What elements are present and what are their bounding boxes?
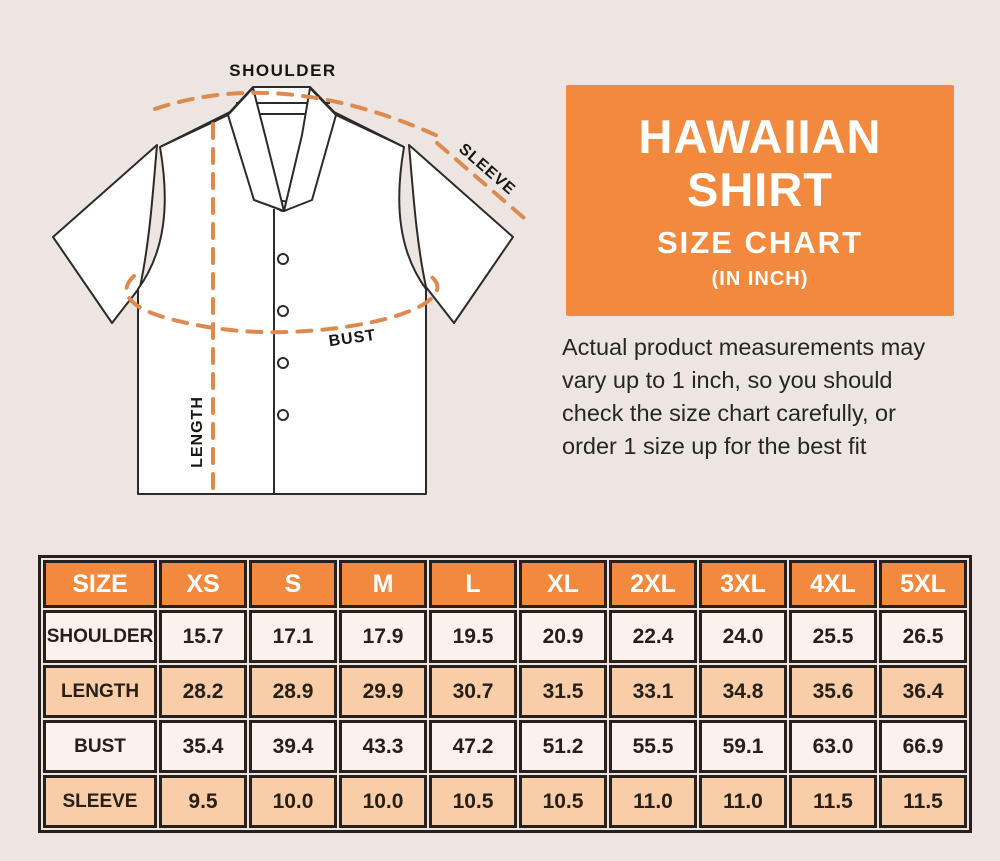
cell: 20.9: [519, 610, 607, 663]
cell: 51.2: [519, 720, 607, 773]
cell: 15.7: [159, 610, 247, 663]
cell: 59.1: [699, 720, 787, 773]
description-text: Actual product measurements may vary up to 1 inch, so you should check the size chart carefully, or order 1 size up for the best fit: [562, 334, 926, 459]
cell: 9.5: [159, 775, 247, 828]
cell: 31.5: [519, 665, 607, 718]
cell: 33.1: [609, 665, 697, 718]
cell: 11.0: [699, 775, 787, 828]
size-table: [38, 555, 972, 833]
cell: 28.2: [159, 665, 247, 718]
table-row-sleeve: [43, 775, 967, 828]
table-row-shoulder: [43, 610, 967, 663]
header-size: SIZE: [43, 560, 157, 608]
cell: 34.8: [699, 665, 787, 718]
row-label: SLEEVE: [43, 775, 157, 828]
header-3xl: 3XL: [699, 560, 787, 608]
unit-note: (IN INCH): [711, 268, 809, 290]
length-label: LENGTH: [189, 396, 206, 468]
cell: 25.5: [789, 610, 877, 663]
cell: 24.0: [699, 610, 787, 663]
cell: 30.7: [429, 665, 517, 718]
header-l: L: [429, 560, 517, 608]
cell: 28.9: [249, 665, 337, 718]
header-5xl: 5XL: [879, 560, 967, 608]
row-label: SHOULDER: [43, 610, 157, 663]
sleeve-label: SLEEVE: [455, 140, 519, 199]
shirt-body: [138, 112, 426, 494]
cell: 55.5: [609, 720, 697, 773]
cell: 39.4: [249, 720, 337, 773]
header-xl: XL: [519, 560, 607, 608]
cell: 10.0: [339, 775, 427, 828]
cell: 11.5: [879, 775, 967, 828]
cell: 35.6: [789, 665, 877, 718]
cell: 17.1: [249, 610, 337, 663]
cell: 17.9: [339, 610, 427, 663]
cell: 10.5: [429, 775, 517, 828]
cell: 35.4: [159, 720, 247, 773]
title-line2: SHIRT: [687, 163, 833, 216]
header-4xl: 4XL: [789, 560, 877, 608]
shoulder-label: SHOULDER: [229, 61, 337, 80]
header-xs: XS: [159, 560, 247, 608]
table-row-length: [43, 665, 967, 718]
subtitle: SIZE CHART: [657, 225, 863, 260]
table-row-bust: [43, 720, 967, 773]
cell: 47.2: [429, 720, 517, 773]
cell: 19.5: [429, 610, 517, 663]
cell: 26.5: [879, 610, 967, 663]
cell: 29.9: [339, 665, 427, 718]
row-label: BUST: [43, 720, 157, 773]
cell: 10.5: [519, 775, 607, 828]
bust-label: BUST: [327, 326, 378, 351]
cell: 22.4: [609, 610, 697, 663]
title-panel: [566, 85, 954, 316]
cell: 11.5: [789, 775, 877, 828]
cell: 43.3: [339, 720, 427, 773]
cell: 66.9: [879, 720, 967, 773]
cell: 10.0: [249, 775, 337, 828]
header-2xl: 2XL: [609, 560, 697, 608]
size-table-header-row: [43, 560, 967, 608]
cell: 36.4: [879, 665, 967, 718]
row-label: LENGTH: [43, 665, 157, 718]
cell: 11.0: [609, 775, 697, 828]
header-s: S: [249, 560, 337, 608]
title-line1: HAWAIIAN: [638, 110, 882, 163]
shirt-measurement-diagram: [25, 40, 560, 555]
cell: 63.0: [789, 720, 877, 773]
header-m: M: [339, 560, 427, 608]
